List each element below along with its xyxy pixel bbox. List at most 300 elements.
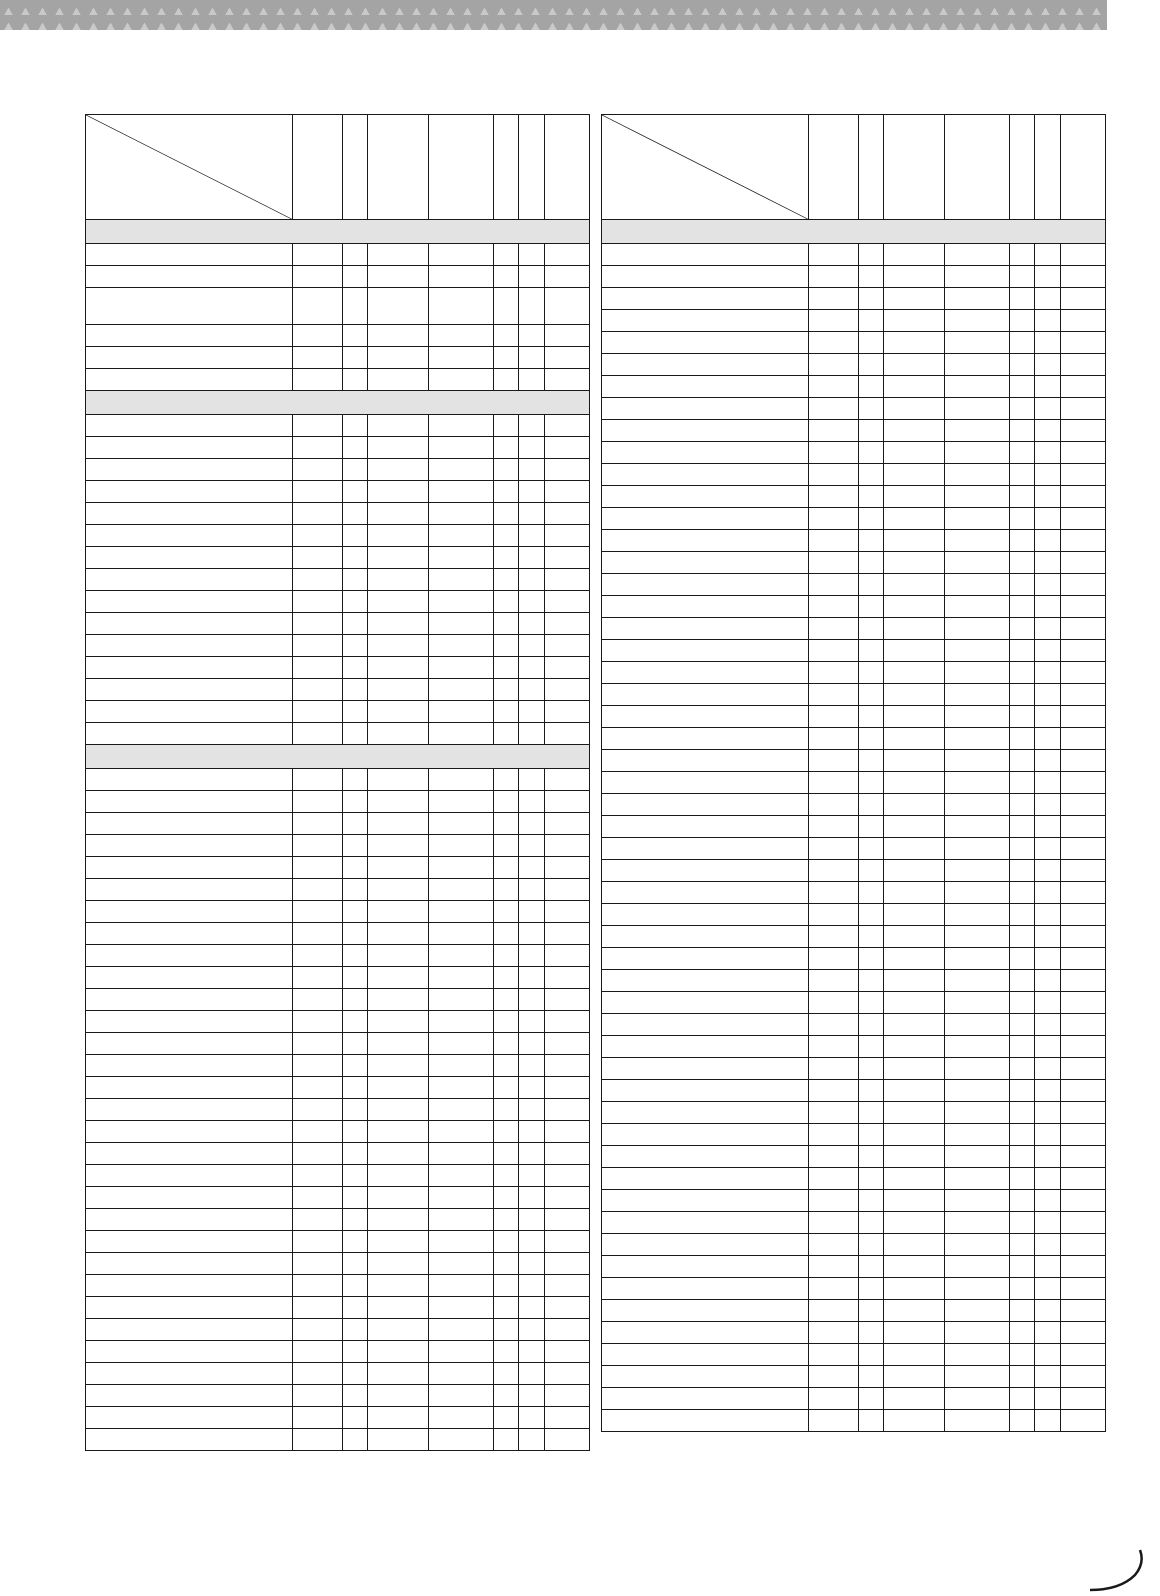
table-cell	[944, 926, 1010, 948]
table-cell	[859, 376, 884, 398]
table-row	[602, 1300, 1106, 1322]
table-cell	[1010, 684, 1035, 706]
table-cell	[494, 1121, 519, 1143]
table-cell	[1035, 464, 1060, 486]
table-cell	[86, 967, 293, 989]
table-cell	[86, 1275, 293, 1297]
table-cell	[884, 1168, 944, 1190]
table-cell	[808, 398, 858, 420]
table-cell	[292, 1231, 342, 1253]
table-cell	[1010, 1058, 1035, 1080]
table-cell	[944, 1080, 1010, 1102]
table-cell	[944, 684, 1010, 706]
table-cell	[1035, 926, 1060, 948]
table-cell	[602, 1014, 809, 1036]
table-cell	[808, 1036, 858, 1058]
table-cell	[368, 1297, 428, 1319]
table-cell	[519, 525, 544, 547]
table-cell	[292, 769, 342, 791]
table-cell	[1010, 838, 1035, 860]
table-cell	[602, 552, 809, 574]
table-header-row	[602, 115, 1106, 220]
table-cell	[602, 1388, 809, 1410]
table-cell	[1010, 1102, 1035, 1124]
table-cell	[602, 1102, 809, 1124]
table-cell	[343, 657, 368, 679]
table-cell	[1010, 486, 1035, 508]
table-row	[86, 967, 590, 989]
table-cell	[343, 613, 368, 635]
table-cell	[368, 613, 428, 635]
table-cell	[292, 437, 342, 459]
table-cell	[884, 464, 944, 486]
table-cell	[1060, 992, 1105, 1014]
header-cell	[808, 115, 858, 220]
table-cell	[884, 992, 944, 1014]
table-cell	[1035, 728, 1060, 750]
table-cell	[292, 635, 342, 657]
table-cell	[86, 1165, 293, 1187]
table-cell	[884, 1190, 944, 1212]
table-cell	[1035, 1300, 1060, 1322]
table-cell	[368, 1275, 428, 1297]
table-cell	[808, 794, 858, 816]
table-cell	[1060, 970, 1105, 992]
table-row	[86, 1165, 590, 1187]
table-cell	[544, 1231, 589, 1253]
header-cell	[859, 115, 884, 220]
table-row	[86, 923, 590, 945]
table-cell	[544, 1297, 589, 1319]
table-cell	[292, 1407, 342, 1429]
table-row	[602, 1278, 1106, 1300]
table-cell	[944, 772, 1010, 794]
table-cell	[1035, 882, 1060, 904]
table-cell	[494, 1231, 519, 1253]
table-cell	[602, 1300, 809, 1322]
table-cell	[944, 1322, 1010, 1344]
table-cell	[544, 679, 589, 701]
table-cell	[86, 723, 293, 745]
table-cell	[368, 1121, 428, 1143]
table-cell	[1010, 1124, 1035, 1146]
table-cell	[1060, 1190, 1105, 1212]
table-cell	[428, 1099, 494, 1121]
table-cell	[944, 398, 1010, 420]
table-cell	[428, 769, 494, 791]
table-row	[86, 347, 590, 369]
table-row	[86, 369, 590, 391]
table-cell	[884, 288, 944, 310]
table-cell	[428, 945, 494, 967]
table-cell	[519, 1209, 544, 1231]
table-cell	[884, 1344, 944, 1366]
table-cell	[944, 552, 1010, 574]
table-cell	[602, 1410, 809, 1432]
table-cell	[428, 923, 494, 945]
table-cell	[519, 591, 544, 613]
table-cell	[428, 1341, 494, 1363]
table-cell	[343, 1407, 368, 1429]
table-row	[86, 525, 590, 547]
table-cell	[544, 701, 589, 723]
table-cell	[808, 750, 858, 772]
table-cell	[544, 813, 589, 835]
table-cell	[519, 701, 544, 723]
table-cell	[884, 948, 944, 970]
table-cell	[808, 1146, 858, 1168]
table-cell	[368, 1231, 428, 1253]
header-cell	[1010, 115, 1035, 220]
table-cell	[519, 481, 544, 503]
table-cell	[519, 679, 544, 701]
table-cell	[544, 437, 589, 459]
table-cell	[519, 1033, 544, 1055]
table-cell	[494, 945, 519, 967]
table-cell	[602, 904, 809, 926]
table-cell	[944, 244, 1010, 266]
table-row	[86, 769, 590, 791]
table-cell	[494, 857, 519, 879]
table-cell	[808, 948, 858, 970]
table-row	[86, 613, 590, 635]
table-cell	[86, 1055, 293, 1077]
table-cell	[494, 369, 519, 391]
table-cell	[1060, 640, 1105, 662]
table-cell	[494, 1429, 519, 1451]
table-cell	[519, 1275, 544, 1297]
table-cell	[343, 857, 368, 879]
table-cell	[859, 1036, 884, 1058]
table-cell	[1060, 1168, 1105, 1190]
table-cell	[859, 596, 884, 618]
table-cell	[859, 288, 884, 310]
page-curl-icon	[1090, 1545, 1160, 1595]
table-cell	[808, 244, 858, 266]
table-cell	[1060, 574, 1105, 596]
table-row	[602, 1190, 1106, 1212]
table-cell	[808, 1278, 858, 1300]
header-cell	[944, 115, 1010, 220]
table-cell	[519, 1077, 544, 1099]
table-cell	[1010, 1168, 1035, 1190]
table-cell	[292, 1319, 342, 1341]
table-cell	[494, 923, 519, 945]
table-cell	[859, 992, 884, 1014]
table-cell	[544, 1099, 589, 1121]
table-row	[86, 325, 590, 347]
table-cell	[1035, 618, 1060, 640]
table-cell	[544, 1209, 589, 1231]
table-cell	[884, 1058, 944, 1080]
table-cell	[859, 486, 884, 508]
table-row	[602, 948, 1106, 970]
table-cell	[859, 332, 884, 354]
table-cell	[292, 415, 342, 437]
table-cell	[544, 244, 589, 266]
table-cell	[86, 901, 293, 923]
table-cell	[544, 1253, 589, 1275]
table-cell	[1060, 662, 1105, 684]
table-cell	[1010, 926, 1035, 948]
table-cell	[519, 857, 544, 879]
table-cell	[1010, 618, 1035, 640]
table-cell	[86, 1033, 293, 1055]
table-cell	[859, 398, 884, 420]
table-cell	[1060, 684, 1105, 706]
table-cell	[368, 989, 428, 1011]
table-cell	[944, 508, 1010, 530]
table-row	[86, 857, 590, 879]
table-cell	[808, 640, 858, 662]
table-cell	[519, 1407, 544, 1429]
table-cell	[544, 1319, 589, 1341]
table-cell	[544, 635, 589, 657]
table-cell	[368, 1143, 428, 1165]
table-cell	[428, 459, 494, 481]
table-cell	[1010, 420, 1035, 442]
table-cell	[808, 706, 858, 728]
table-cell	[494, 325, 519, 347]
table-cell	[944, 992, 1010, 1014]
table-row	[602, 860, 1106, 882]
table-cell	[428, 591, 494, 613]
table-cell	[544, 879, 589, 901]
table-cell	[544, 1275, 589, 1297]
table-cell	[86, 437, 293, 459]
table-cell	[602, 992, 809, 1014]
table-cell	[343, 1363, 368, 1385]
table-header-row	[86, 115, 590, 220]
table-cell	[292, 1033, 342, 1055]
decorative-banner	[0, 0, 1107, 30]
table-cell	[428, 481, 494, 503]
table-cell	[1010, 552, 1035, 574]
table-cell	[494, 244, 519, 266]
table-cell	[1060, 376, 1105, 398]
table-cell	[368, 1011, 428, 1033]
section-header-cell	[86, 391, 590, 415]
table-cell	[86, 679, 293, 701]
table-cell	[86, 325, 293, 347]
table-cell	[428, 1187, 494, 1209]
table-cell	[944, 1014, 1010, 1036]
table-cell	[1060, 266, 1105, 288]
table-cell	[86, 244, 293, 266]
table-cell	[544, 1187, 589, 1209]
table-cell	[544, 1121, 589, 1143]
table-cell	[602, 772, 809, 794]
table-cell	[1035, 1080, 1060, 1102]
table-row	[602, 992, 1106, 1014]
table-cell	[428, 1429, 494, 1451]
table-cell	[86, 1209, 293, 1231]
table-cell	[519, 1055, 544, 1077]
table-cell	[1035, 574, 1060, 596]
table-cell	[1060, 882, 1105, 904]
table-cell	[343, 1385, 368, 1407]
table-cell	[1060, 1080, 1105, 1102]
table-cell	[602, 684, 809, 706]
table-cell	[519, 1143, 544, 1165]
table-cell	[544, 591, 589, 613]
table-cell	[602, 266, 809, 288]
table-cell	[602, 1124, 809, 1146]
table-cell	[368, 791, 428, 813]
table-cell	[944, 1234, 1010, 1256]
table-cell	[368, 679, 428, 701]
table-cell	[428, 1385, 494, 1407]
table-cell	[859, 508, 884, 530]
table-row	[602, 1234, 1106, 1256]
table-cell	[859, 1322, 884, 1344]
table-cell	[86, 813, 293, 835]
table-cell	[86, 1187, 293, 1209]
table-cell	[343, 879, 368, 901]
table-cell	[602, 288, 809, 310]
table-cell	[494, 288, 519, 325]
table-cell	[368, 288, 428, 325]
table-cell	[859, 1256, 884, 1278]
table-cell	[343, 923, 368, 945]
table-cell	[859, 1410, 884, 1432]
table-cell	[519, 244, 544, 266]
table-cell	[808, 1058, 858, 1080]
table-cell	[1010, 728, 1035, 750]
table-cell	[544, 967, 589, 989]
table-cell	[428, 967, 494, 989]
table-cell	[808, 1388, 858, 1410]
table-cell	[1035, 1344, 1060, 1366]
table-cell	[884, 1014, 944, 1036]
diagonal-header-cell	[86, 115, 293, 220]
right-table	[601, 114, 1106, 1432]
table-cell	[944, 574, 1010, 596]
table-cell	[602, 970, 809, 992]
table-cell	[808, 926, 858, 948]
table-cell	[368, 591, 428, 613]
table-row	[602, 882, 1106, 904]
table-cell	[859, 640, 884, 662]
table-cell	[1035, 288, 1060, 310]
table-cell	[859, 970, 884, 992]
table-cell	[808, 1366, 858, 1388]
table-cell	[859, 1168, 884, 1190]
table-row	[602, 332, 1106, 354]
table-cell	[1060, 750, 1105, 772]
table-cell	[602, 1080, 809, 1102]
table-cell	[808, 332, 858, 354]
table-cell	[494, 835, 519, 857]
table-cell	[602, 1212, 809, 1234]
table-cell	[1060, 1256, 1105, 1278]
table-cell	[292, 901, 342, 923]
table-cell	[1035, 970, 1060, 992]
table-row	[86, 266, 590, 288]
table-cell	[494, 791, 519, 813]
table-cell	[884, 486, 944, 508]
table-cell	[859, 948, 884, 970]
table-row	[602, 530, 1106, 552]
table-cell	[292, 347, 342, 369]
table-cell	[884, 1410, 944, 1432]
table-cell	[368, 347, 428, 369]
table-cell	[884, 1278, 944, 1300]
table-cell	[1010, 332, 1035, 354]
table-cell	[944, 728, 1010, 750]
table-cell	[343, 791, 368, 813]
table-row	[86, 945, 590, 967]
table-cell	[602, 464, 809, 486]
table-cell	[1010, 1234, 1035, 1256]
table-cell	[544, 901, 589, 923]
table-cell	[428, 244, 494, 266]
table-cell	[519, 635, 544, 657]
table-cell	[1035, 332, 1060, 354]
table-cell	[808, 508, 858, 530]
table-cell	[519, 459, 544, 481]
table-cell	[292, 923, 342, 945]
table-cell	[1035, 1278, 1060, 1300]
table-cell	[1035, 1322, 1060, 1344]
table-row	[602, 1410, 1106, 1432]
table-cell	[428, 701, 494, 723]
table-cell	[544, 1011, 589, 1033]
table-cell	[494, 459, 519, 481]
table-cell	[1035, 1410, 1060, 1432]
table-cell	[368, 369, 428, 391]
table-cell	[368, 813, 428, 835]
table-cell	[808, 596, 858, 618]
table-cell	[859, 420, 884, 442]
table-cell	[808, 772, 858, 794]
table-cell	[428, 266, 494, 288]
table-cell	[602, 310, 809, 332]
table-cell	[368, 901, 428, 923]
table-cell	[1035, 442, 1060, 464]
table-cell	[1035, 1124, 1060, 1146]
table-cell	[86, 591, 293, 613]
table-cell	[884, 706, 944, 728]
table-cell	[602, 376, 809, 398]
table-cell	[808, 310, 858, 332]
table-cell	[884, 1080, 944, 1102]
table-cell	[428, 657, 494, 679]
header-cell	[368, 115, 428, 220]
table-row	[602, 354, 1106, 376]
table-cell	[494, 1187, 519, 1209]
table-cell	[944, 596, 1010, 618]
table-cell	[86, 1121, 293, 1143]
table-cell	[368, 459, 428, 481]
table-cell	[1060, 728, 1105, 750]
table-row	[602, 596, 1106, 618]
header-cell	[1035, 115, 1060, 220]
table-cell	[884, 860, 944, 882]
table-cell	[1060, 596, 1105, 618]
table-cell	[602, 420, 809, 442]
table-cell	[1010, 948, 1035, 970]
table-cell	[602, 354, 809, 376]
table-cell	[292, 1297, 342, 1319]
table-row	[602, 1322, 1106, 1344]
table-cell	[859, 772, 884, 794]
table-cell	[1010, 464, 1035, 486]
table-cell	[1035, 596, 1060, 618]
table-cell	[1060, 1344, 1105, 1366]
table-cell	[544, 723, 589, 745]
table-row	[602, 376, 1106, 398]
